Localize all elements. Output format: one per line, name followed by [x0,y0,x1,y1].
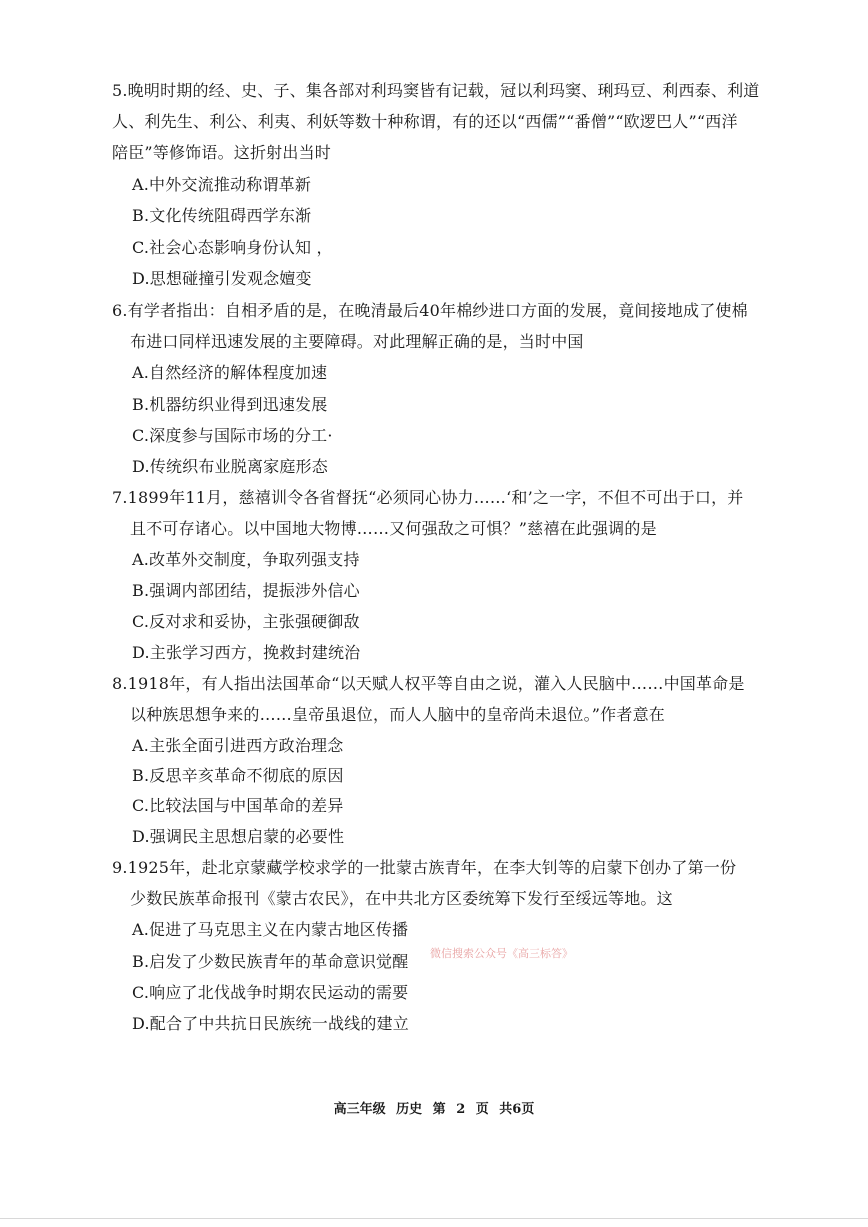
question-7-stem-line-1: 7.1899年11月，慈禧训令各省督抚“必须同心协力……‘和’之一字，不但不可出于口，并 [112,488,744,507]
question-6-stem-line-1: 6.有学者指出：自相矛盾的是，在晚清最后40年棉纱进口方面的发展，竟间接地成了使棉 [112,301,748,320]
question-9-option-a: A.促进了马克思主义在内蒙古地区传播 [132,920,409,939]
question-7-option-c: C.反对求和妥协，主张强硬御敌 [132,612,360,631]
question-9-option-c: C.响应了北伐战争时期农民运动的需要 [132,983,409,1002]
question-5-option-c: C.社会心态影响身份认知 ， [132,238,333,257]
question-9-stem-line-2: 少数民族革命报刊《蒙古农民》，在中共北方区委统筹下发行至绥远等地。这 [130,889,673,908]
question-7-stem-line-2: 且不可存诸心。以中国地大物博……又何强敌之可惧？”慈禧在此强调的是 [130,519,657,538]
question-9-stem-line-1: 9.1925年，赴北京蒙藏学校求学的一批蒙古族青年，在李大钊等的启蒙下创办了第一份 [112,858,737,877]
question-5-option-d: D.思想碰撞引发观念嬗变 [132,269,312,288]
question-6-option-d: D.传统织布业脱离家庭形态 [132,457,328,476]
question-8-option-a: A.主张全面引进西方政治理念 [132,736,344,755]
question-5-option-a: A.中外交流推动称谓革新 [132,175,312,194]
question-5-stem-line-2: 人、利先生、利公、利夷、利妖等数十种称谓，有的还以“西儒”“番僧”“欧逻巴人”“西洋 [112,112,738,131]
question-6-stem-line-2: 布进口同样迅速发展的主要障碍。对此理解正确的是，当时中国 [130,332,584,351]
scan-edge-divider [0,1218,868,1219]
question-7-option-a: A.改革外交制度，争取列强支持 [132,550,360,569]
question-5-option-b: B.文化传统阻碍西学东渐 [132,206,312,225]
page-footer: 高三年级 历史 第 2 页 共6页 [333,1102,535,1117]
watermark: 微信搜索公众号《高三标答》 [430,947,573,960]
question-7-option-d: D.主张学习西方，挽救封建统治 [132,643,361,662]
question-8-option-d: D.强调民主思想启蒙的必要性 [132,827,345,846]
question-6-option-a: A.自然经济的解体程度加速 [132,363,328,382]
question-9-option-d: D.配合了中共抗日民族统一战线的建立 [132,1014,409,1033]
question-6-option-c: C.深度参与国际市场的分工· [132,426,333,445]
question-8-option-c: C.比较法国与中国革命的差异 [132,796,344,815]
question-5-stem-line-3: 陪臣”等修饰语。这折射出当时 [112,143,331,162]
question-6-option-b: B.机器纺织业得到迅速发展 [132,395,328,414]
question-8-stem-line-1: 8.1918年，有人指出法国革命“以天赋人权平等自由之说，灌入人民脑中……中国革命是 [112,674,745,693]
question-9-option-b: B.启发了少数民族青年的革命意识觉醒 [132,952,409,971]
question-8-option-b: B.反思辛亥革命不彻底的原因 [132,766,344,785]
question-8-stem-line-2: 以种族思想争来的……皇帝虽退位，而人人脑中的皇帝尚未退位。”作者意在 [130,705,665,724]
question-5-stem-line-1: 5.晚明时期的经、史、子、集各部对利玛窦皆有记载，冠以利玛窦、琍玛豆、利西泰、利道 [112,81,760,100]
question-7-option-b: B.强调内部团结，提振涉外信心 [132,581,360,600]
